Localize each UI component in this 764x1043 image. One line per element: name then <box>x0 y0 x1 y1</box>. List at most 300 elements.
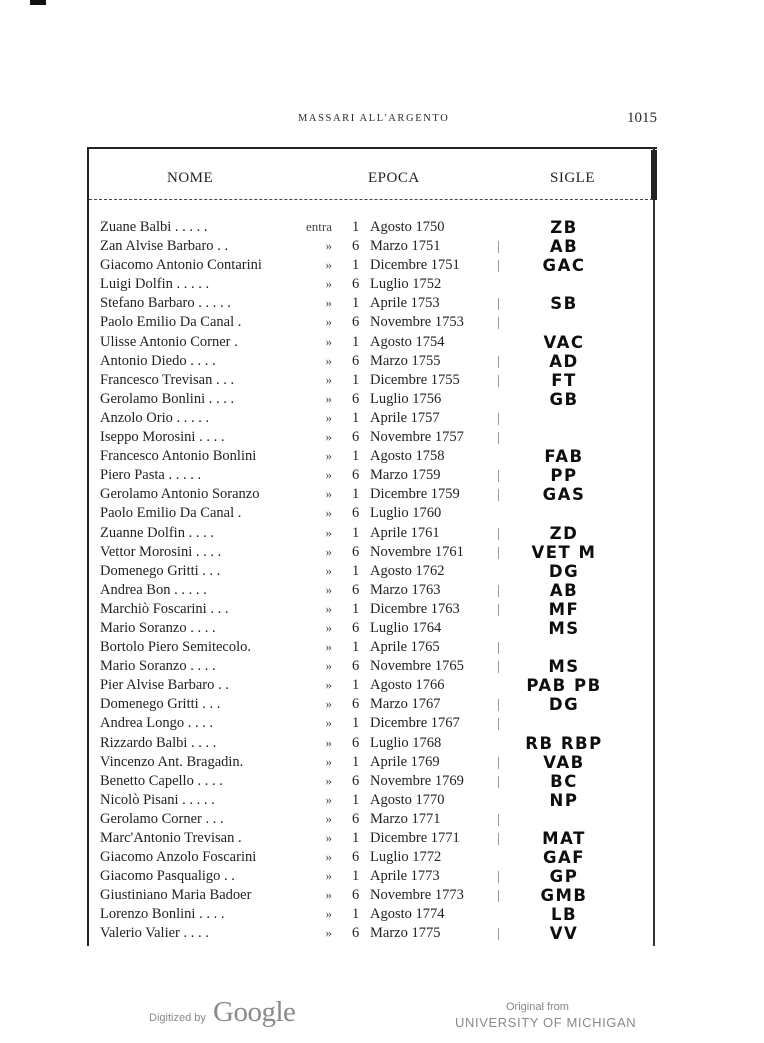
leader-dots: . . . . <box>186 658 216 675</box>
column-tick <box>498 699 499 711</box>
table-row <box>0 276 764 295</box>
table-row <box>0 754 764 773</box>
sigla-cell: VV <box>549 924 579 944</box>
date-cell: Aprile 1765 <box>370 639 440 656</box>
leader-dots: . . . . <box>193 772 223 789</box>
day-cell: 1 <box>352 715 360 732</box>
date-cell: Novembre 1769 <box>370 772 464 789</box>
date-cell: Aprile 1753 <box>370 295 440 312</box>
ditto-mark: » <box>325 658 332 674</box>
name-text: Vincenzo Ant. Bragadin <box>100 753 240 770</box>
leader-dots: . . . . <box>205 390 235 407</box>
day-cell: 1 <box>352 524 360 541</box>
sigla-cell: LB <box>550 905 578 925</box>
day-cell: 6 <box>352 887 360 904</box>
day-cell: 6 <box>352 696 360 713</box>
name-cell <box>100 773 223 790</box>
leader-dots: . . . <box>212 371 235 388</box>
date-cell: Aprile 1769 <box>370 753 440 770</box>
date-cell: Agosto 1766 <box>370 677 445 694</box>
original-from-label: Original from <box>506 1001 569 1013</box>
column-tick <box>498 375 499 387</box>
day-cell: 6 <box>352 429 360 446</box>
date-cell: Novembre 1753 <box>370 314 464 331</box>
date-cell: Aprile 1761 <box>370 524 440 541</box>
column-header-epoca: EPOCA <box>368 170 420 186</box>
ditto-mark: » <box>325 486 332 502</box>
date-cell: Dicembre 1751 <box>370 257 460 274</box>
day-cell: 1 <box>352 830 360 846</box>
name-cell <box>100 372 234 389</box>
sigla-cell: GB <box>549 389 579 409</box>
ditto-mark: » <box>325 333 332 349</box>
leader-dots: . <box>239 753 244 770</box>
name-text: Marchiò Foscarini <box>100 600 207 617</box>
name-cell <box>100 601 228 618</box>
name-text: Rizzardo Balbi <box>100 734 188 751</box>
sigla-cell: MS <box>548 657 580 677</box>
sigla-cell: VET M <box>531 542 597 562</box>
day-cell: 1 <box>352 333 360 350</box>
date-cell: Agosto 1754 <box>370 333 445 350</box>
table-row <box>0 238 764 257</box>
ditto-mark: » <box>325 849 332 865</box>
name-cell <box>100 353 216 370</box>
university-label: UNIVERSITY OF MICHIGAN <box>455 1015 637 1030</box>
name-cell <box>100 792 215 809</box>
name-text: Francesco Trevisan <box>100 371 213 388</box>
table-row <box>0 448 764 467</box>
leader-dots: . . . . . <box>194 295 231 312</box>
sigla-cell: ZD <box>549 523 579 543</box>
table-row <box>0 658 764 677</box>
day-cell: 6 <box>352 925 360 942</box>
day-cell: 1 <box>352 753 360 770</box>
day-cell: 6 <box>352 619 360 636</box>
leader-dots: . . . . <box>195 906 225 923</box>
ditto-mark: » <box>325 467 332 483</box>
name-text: Paolo Emilio Da Canal <box>100 505 235 522</box>
column-tick <box>498 890 499 902</box>
table-row <box>0 715 764 734</box>
name-text: Giacomo Pasqualigo <box>100 868 221 885</box>
table-row <box>0 735 764 754</box>
table-row <box>0 677 764 696</box>
leader-dots: . . . <box>198 696 221 713</box>
table-row <box>0 525 764 544</box>
scan-corner-mark <box>30 0 46 5</box>
ditto-mark: » <box>325 448 332 464</box>
day-cell: 1 <box>352 868 360 885</box>
digitized-by-label: Digitized by <box>149 1012 206 1024</box>
name-cell <box>100 219 208 236</box>
date-cell: Marzo 1759 <box>370 467 441 484</box>
name-cell <box>100 696 220 713</box>
date-cell: Dicembre 1767 <box>370 715 460 732</box>
column-tick <box>498 585 499 597</box>
leader-dots: . . . . . <box>172 276 210 293</box>
ditto-mark: entra <box>306 219 332 234</box>
name-cell <box>100 906 224 923</box>
column-tick <box>498 298 499 310</box>
day-cell: 6 <box>352 658 360 675</box>
table-row <box>0 639 764 658</box>
ditto-mark: » <box>325 696 332 712</box>
leader-dots: . . . . <box>192 543 222 560</box>
leader-dots: . . . . <box>184 524 214 541</box>
ditto-mark: » <box>325 772 332 788</box>
column-tick <box>498 241 499 253</box>
sigla-cell: AB <box>549 580 579 600</box>
name-cell <box>100 257 262 274</box>
name-text: Mario Soranzo <box>100 619 187 636</box>
ditto-mark: » <box>325 238 332 254</box>
day-cell: 6 <box>352 352 360 369</box>
name-text: Giacomo Anzolo Foscarini <box>100 849 257 866</box>
ditto-mark: » <box>325 314 332 330</box>
ditto-mark: » <box>325 600 332 616</box>
name-text: Mario Soranzo <box>100 658 187 675</box>
ditto-mark: » <box>325 791 332 807</box>
ditto-mark: » <box>325 409 332 425</box>
date-cell: Agosto 1758 <box>370 448 445 465</box>
table-body <box>0 219 764 945</box>
name-text: Zan Alvise Barbaro <box>100 238 214 255</box>
day-cell: 6 <box>352 849 360 866</box>
date-cell: Novembre 1761 <box>370 543 464 560</box>
table-row <box>0 620 764 639</box>
ditto-mark: » <box>325 810 332 826</box>
name-cell <box>100 391 234 408</box>
column-tick <box>498 928 499 940</box>
ditto-mark: » <box>325 830 332 845</box>
header-rule <box>89 199 653 200</box>
date-cell: Dicembre 1755 <box>370 371 460 388</box>
name-text: Giustiniano Maria Badoer <box>100 887 252 904</box>
day-cell: 1 <box>352 791 360 808</box>
date-cell: Aprile 1773 <box>370 868 440 885</box>
name-text: Piero Pasta <box>100 467 165 484</box>
ditto-mark: » <box>325 352 332 368</box>
day-cell: 1 <box>352 219 360 235</box>
day-cell: 6 <box>352 810 360 827</box>
name-text: Gerolamo Corner <box>100 810 202 827</box>
column-tick <box>498 833 499 845</box>
name-text: Stefano Barbaro <box>100 295 195 312</box>
google-logo: Google <box>213 996 296 1028</box>
leader-dots: . . . . . <box>164 467 202 484</box>
ditto-mark: » <box>325 868 332 884</box>
column-tick <box>498 642 499 654</box>
table-row <box>0 696 764 715</box>
name-text: Bortolo Piero Semitecolo <box>100 639 248 656</box>
name-text: Francesco Antonio Bonlini <box>100 448 257 465</box>
name-text: Anzolo Orio <box>100 409 173 426</box>
day-cell: 6 <box>352 543 360 560</box>
leader-dots: . <box>234 830 242 846</box>
table-row <box>0 257 764 276</box>
sigla-cell: DG <box>548 561 580 581</box>
table-row <box>0 391 764 410</box>
leader-dots: . <box>230 333 238 350</box>
sigla-cell: DG <box>548 695 580 715</box>
name-text: Paolo Emilio Da Canal <box>100 314 235 331</box>
day-cell: 6 <box>352 238 360 255</box>
day-cell: 6 <box>352 734 360 751</box>
name-text: Vettor Morosini <box>100 543 193 560</box>
column-tick <box>498 356 499 368</box>
table-row <box>0 887 764 906</box>
sigla-cell: ZB <box>550 218 578 237</box>
name-cell <box>100 639 251 656</box>
leader-dots: . . <box>213 238 229 255</box>
day-cell: 6 <box>352 505 360 522</box>
table-row <box>0 830 764 849</box>
name-cell <box>100 658 216 675</box>
column-tick <box>498 776 499 788</box>
ditto-mark: » <box>325 429 332 445</box>
leader-dots: . . . . <box>184 715 214 732</box>
name-cell <box>100 715 213 732</box>
sigla-cell: MS <box>548 618 580 638</box>
name-cell <box>100 811 224 828</box>
date-cell: Luglio 1764 <box>370 619 442 636</box>
table-row <box>0 410 764 429</box>
day-cell: 1 <box>352 639 360 656</box>
day-cell: 1 <box>352 562 360 579</box>
day-cell: 6 <box>352 390 360 407</box>
sigla-cell: GAF <box>542 848 586 868</box>
sigla-cell: MAT <box>542 829 586 848</box>
leader-dots: . . . . <box>179 925 209 942</box>
name-cell <box>100 276 209 293</box>
date-cell: Dicembre 1759 <box>370 486 460 503</box>
ditto-mark: » <box>325 677 332 693</box>
column-tick <box>498 413 499 425</box>
date-cell: Dicembre 1763 <box>370 600 460 617</box>
name-cell <box>100 868 235 885</box>
sigla-cell: GP <box>549 867 579 887</box>
name-text: Gerolamo Antonio Soranzo <box>100 486 260 503</box>
name-text: Lorenzo Bonlini <box>100 906 196 923</box>
day-cell: 1 <box>352 906 360 923</box>
sigla-cell: BC <box>550 771 578 791</box>
date-cell: Novembre 1757 <box>370 429 464 446</box>
table-row <box>0 773 764 792</box>
sigla-cell: GAC <box>542 256 586 276</box>
table-row <box>0 314 764 333</box>
name-text: Antonio Diedo <box>100 352 187 369</box>
sigla-cell: PP <box>550 466 578 486</box>
day-cell: 6 <box>352 467 360 484</box>
date-cell: Dicembre 1771 <box>370 830 460 846</box>
day-cell: 1 <box>352 600 360 617</box>
name-cell <box>100 887 251 904</box>
name-cell <box>100 925 209 942</box>
ditto-mark: » <box>325 639 332 655</box>
leader-dots: . . . <box>201 810 224 827</box>
table-row <box>0 906 764 925</box>
sigla-cell: SB <box>550 294 578 314</box>
sigla-cell: FT <box>551 370 577 390</box>
sigla-cell: MF <box>548 599 580 619</box>
day-cell: 6 <box>352 314 360 331</box>
name-text: Zuane Balbi <box>100 219 172 235</box>
name-cell <box>100 563 220 580</box>
name-cell <box>100 830 242 847</box>
date-cell: Luglio 1752 <box>370 276 442 293</box>
column-header-nome: NOME <box>167 170 214 186</box>
sigla-cell: RB RBP <box>525 733 603 753</box>
table-row <box>0 582 764 601</box>
name-text: Domenego Gritti <box>100 696 199 713</box>
name-cell <box>100 448 256 465</box>
table-row <box>0 353 764 372</box>
date-cell: Agosto 1770 <box>370 791 445 808</box>
sigla-cell: VAB <box>543 752 585 772</box>
table-row <box>0 544 764 563</box>
day-cell: 1 <box>352 486 360 503</box>
name-cell <box>100 429 224 446</box>
sigla-cell: PAB PB <box>526 676 602 696</box>
name-cell <box>100 410 209 427</box>
column-tick <box>498 604 499 616</box>
column-header-sigle: SIGLE <box>550 170 595 186</box>
table-row <box>0 792 764 811</box>
name-cell <box>100 582 207 599</box>
leader-dots: . . . . <box>195 429 225 446</box>
day-cell: 6 <box>352 276 360 293</box>
ditto-mark: » <box>325 715 332 731</box>
date-cell: Marzo 1775 <box>370 925 441 942</box>
date-cell: Marzo 1771 <box>370 810 441 827</box>
name-text: Marc'Antonio Trevisan <box>100 830 235 846</box>
name-cell <box>100 620 216 637</box>
column-tick <box>498 260 499 272</box>
name-cell <box>100 467 201 484</box>
name-cell <box>100 505 241 522</box>
name-text: Benetto Capello <box>100 772 194 789</box>
leader-dots: . . . . . <box>172 409 210 426</box>
leader-dots: . . . <box>198 562 221 579</box>
table-row <box>0 372 764 391</box>
leader-dots: . . . . . <box>178 791 215 808</box>
date-cell: Agosto 1762 <box>370 562 445 579</box>
day-cell: 1 <box>352 371 360 388</box>
leader-dots: . . . <box>206 600 229 617</box>
ditto-mark: » <box>325 887 332 903</box>
ditto-mark: » <box>325 753 332 769</box>
table-row <box>0 505 764 524</box>
leader-dots: . . <box>220 868 235 885</box>
day-cell: 1 <box>352 257 360 274</box>
name-cell <box>100 849 256 866</box>
name-cell <box>100 314 241 331</box>
ditto-mark: » <box>325 581 332 597</box>
leader-dots: . <box>247 639 252 656</box>
date-cell: Luglio 1760 <box>370 505 442 522</box>
column-tick <box>498 871 499 883</box>
leader-dots: . . . . <box>187 734 217 751</box>
column-tick <box>498 661 499 673</box>
ditto-mark: » <box>325 524 332 540</box>
ditto-mark: » <box>325 543 332 559</box>
date-cell: Agosto 1774 <box>370 906 445 923</box>
date-cell: Marzo 1763 <box>370 581 441 598</box>
column-tick <box>498 718 499 730</box>
name-text: Andrea Bon <box>100 581 171 598</box>
column-tick <box>498 814 499 826</box>
leader-dots: . <box>234 505 242 522</box>
sigla-cell: GMB <box>540 886 588 906</box>
day-cell: 6 <box>352 772 360 789</box>
sigla-cell: GAS <box>542 485 586 505</box>
column-tick <box>498 757 499 769</box>
sigla-cell: FAB <box>544 447 584 467</box>
page-number: 1015 <box>627 110 657 126</box>
date-cell: Luglio 1772 <box>370 849 442 866</box>
ditto-mark: » <box>325 390 332 406</box>
table-row <box>0 334 764 353</box>
running-head: MASSARI ALL'ARGENTO <box>298 113 450 124</box>
name-text: Luigi Dolfin <box>100 276 173 293</box>
table-corner-shade <box>651 150 657 200</box>
name-cell <box>100 486 259 503</box>
table-row <box>0 601 764 620</box>
leader-dots: . . <box>214 677 229 694</box>
leader-dots: . . . . . <box>171 219 208 235</box>
table-row <box>0 219 764 238</box>
date-cell: Marzo 1751 <box>370 238 441 255</box>
ditto-mark: » <box>325 562 332 578</box>
date-cell: Agosto 1750 <box>370 219 445 235</box>
sigla-cell: VAC <box>543 332 585 352</box>
name-cell <box>100 677 229 694</box>
ditto-mark: » <box>325 925 332 941</box>
name-cell <box>100 295 231 312</box>
day-cell: 6 <box>352 581 360 598</box>
ditto-mark: » <box>325 906 332 922</box>
ditto-mark: » <box>325 619 332 635</box>
name-text: Nicolò Pisani <box>100 791 179 808</box>
date-cell: Marzo 1755 <box>370 352 441 369</box>
leader-dots: . . . . . <box>170 581 207 598</box>
table-row <box>0 467 764 486</box>
date-cell: Novembre 1765 <box>370 658 464 675</box>
leader-dots: . . . . <box>186 619 216 636</box>
date-cell: Luglio 1768 <box>370 734 442 751</box>
ditto-mark: » <box>325 276 332 292</box>
column-tick <box>498 317 499 329</box>
ditto-mark: » <box>325 371 332 387</box>
sigla-cell: NP <box>549 790 579 810</box>
name-cell <box>100 544 221 561</box>
column-tick <box>498 489 499 501</box>
ditto-mark: » <box>325 295 332 311</box>
sigla-cell: AD <box>549 351 579 371</box>
name-text: Valerio Valier <box>100 925 180 942</box>
day-cell: 1 <box>352 677 360 694</box>
date-cell: Luglio 1756 <box>370 390 442 407</box>
leader-dots: . . . . <box>186 352 216 369</box>
table-row <box>0 925 764 944</box>
column-tick <box>498 528 499 540</box>
table-row <box>0 849 764 868</box>
date-cell: Marzo 1767 <box>370 696 441 713</box>
table-row <box>0 295 764 314</box>
name-cell <box>100 238 228 255</box>
name-text: Andrea Longo <box>100 715 185 732</box>
